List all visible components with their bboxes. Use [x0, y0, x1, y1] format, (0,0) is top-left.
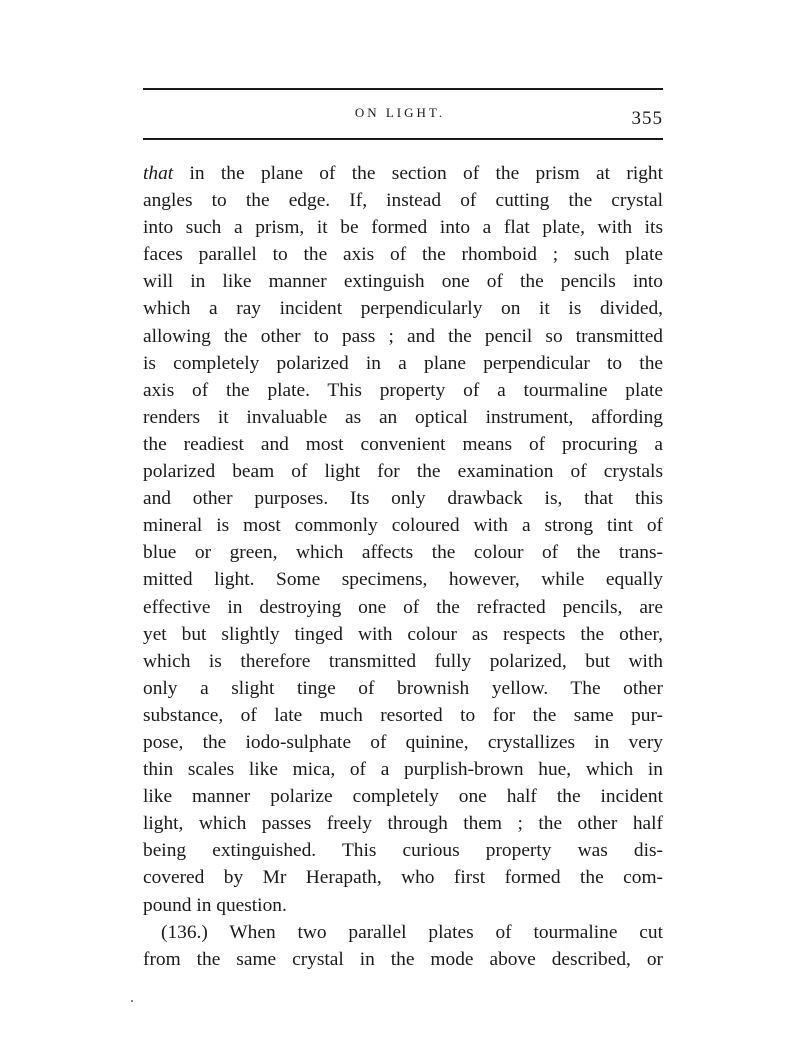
text-line: thin scales like mica, of a purplish-brown hue, which in: [143, 759, 663, 781]
text-line: being extinguished. This curious property was dis-: [143, 840, 663, 862]
text-line: mineral is most commonly coloured with a strong tint of: [143, 515, 663, 537]
text-line: blue or green, which affects the colour of the trans-: [143, 542, 663, 564]
text-line: mitted light. Some specimens, however, while equally: [143, 569, 663, 591]
text-line: the readiest and most convenient means of procuring a: [143, 433, 663, 455]
header-rule-top: [143, 88, 663, 90]
text-line: substance, of late much resorted to for the same pur-: [143, 704, 663, 726]
text-line: only a slight tinge of brownish yellow. The other: [143, 677, 663, 699]
text-line: angles to the edge. If, instead of cutting the crystal: [143, 190, 663, 212]
running-head: ON LIGHT.: [354, 105, 446, 120]
text-line: like manner polarize completely one half the incident: [143, 786, 663, 808]
text-line: allowing the other to pass ; and the pencil so transmitted: [143, 325, 663, 347]
text-line: covered by Mr Herapath, who first formed the com-: [143, 867, 663, 889]
text-line: which is therefore transmitted fully polarized, but with: [143, 650, 663, 672]
text-line: from the same crystal in the mode above described, or: [143, 948, 663, 970]
text-line: that in the plane of the section of the prism at right: [143, 163, 663, 184]
paragraph-end-line: pound in question.: [143, 894, 287, 916]
page-number: 355: [631, 108, 663, 129]
section-136-start-line: (136.) When two parallel plates of tourmaline cut: [161, 921, 663, 943]
text-line: is completely polarized in a plane perpendicular to the: [143, 352, 663, 374]
text-line: will in like manner extinguish one of the pencils into: [143, 271, 663, 293]
text-line: renders it invaluable as an optical instrument, affording: [143, 406, 663, 428]
text-line: polarized beam of light for the examination of crystals: [143, 461, 663, 483]
text-line: which a ray incident perpendicularly on it is divided,: [143, 298, 663, 320]
header-rule-bottom: [143, 138, 663, 140]
text-line: effective in destroying one of the refracted pencils, are: [143, 596, 663, 618]
text-line: pose, the iodo-sulphate of quinine, crystallizes in very: [143, 731, 663, 753]
text-line: into such a prism, it be formed into a flat plate, with its: [143, 217, 663, 239]
text-line: and other purposes. Its only drawback is, that this: [143, 488, 663, 510]
body-text: [143, 160, 663, 973]
margin-speck: [131, 1000, 133, 1002]
text-line: faces parallel to the axis of the rhomboid ; such plate: [143, 244, 663, 266]
text-line: light, which passes freely through them ; the other half: [143, 813, 663, 835]
text-line: axis of the plate. This property of a tourmaline plate: [143, 379, 663, 401]
text-line: yet but slightly tinged with colour as respects the other,: [143, 623, 663, 645]
italic-word: that: [143, 163, 174, 184]
